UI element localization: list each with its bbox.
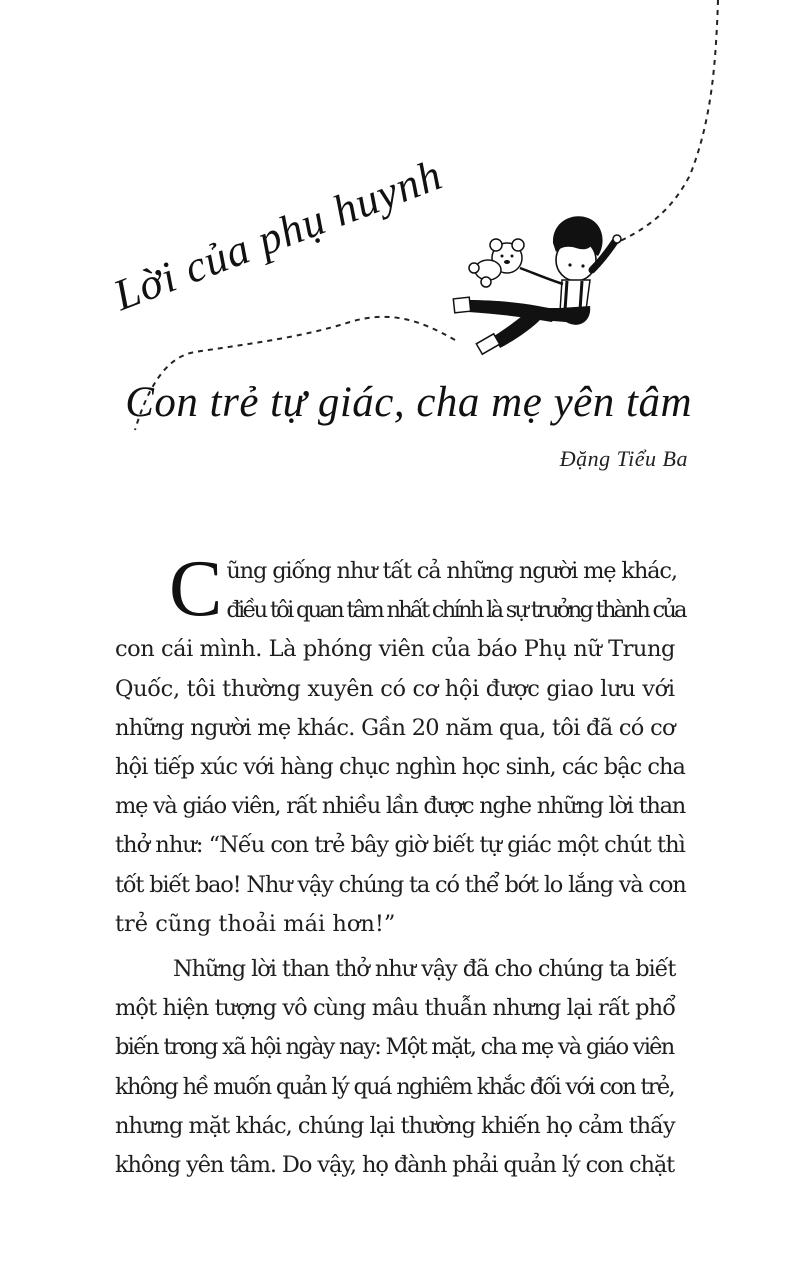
text-line: những người mẹ khác. Gần 20 năm qua, tôi đã có cơ — [115, 714, 675, 741]
text-line: một hiện tượng vô cùng mâu thuẫn nhưng lại rất phổ — [115, 995, 676, 1022]
text-line: nhưng mặt khác, chúng lại thường khiến họ cảm thấy — [115, 1112, 675, 1139]
text-line: hội tiếp xúc với hàng chục nghìn học sinh, các bậc cha — [115, 754, 685, 781]
text-line: điều tôi quan tâm nhất chính là sự trưởng thành của — [226, 597, 685, 624]
author-name: Đặng Tiểu Ba — [559, 446, 688, 471]
section-label: Lời của phụ huynh — [107, 149, 449, 321]
flying-child-figure — [453, 216, 621, 354]
teddy-bear-figure — [469, 239, 524, 287]
paragraph-2 — [115, 950, 685, 1185]
text-line: con cái mình. Là phóng viên của báo Phụ nữ Trung — [115, 636, 675, 663]
text-line: biến trong xã hội ngày nay: Một mặt, cha mẹ và giáo viên — [115, 1034, 674, 1061]
chapter-title: Con trẻ tự giác, cha mẹ yên tâm — [125, 379, 692, 426]
text-line: Quốc, tôi thường xuyên có cơ hội được giao lưu với — [115, 675, 675, 702]
text-line: thở như: “Nếu con trẻ bây giờ biết tự giác một chút thì — [115, 832, 685, 859]
text-line: không yên tâm. Do vậy, họ đành phải quản lý con chặt — [115, 1152, 675, 1179]
paragraph-1 — [115, 545, 686, 944]
text-line: mẹ và giáo viên, rất nhiều lần được nghe những lời than — [115, 793, 685, 820]
text-line: trẻ cũng thoải mái hơn!” — [115, 910, 396, 937]
dotted-flight-path — [618, 0, 718, 242]
text-line: Những lời than thở như vậy đã cho chúng ta biết — [173, 956, 676, 983]
drop-cap: C — [169, 545, 223, 633]
body-text — [115, 545, 686, 1185]
text-line: ũng giống như tất cả những người mẹ khác, — [226, 558, 677, 584]
text-line: tốt biết bao! Như vậy chúng ta có thể bớt lo lắng và con — [115, 871, 686, 898]
text-line: không hề muốn quản lý quá nghiêm khắc đối với con trẻ, — [115, 1073, 674, 1100]
